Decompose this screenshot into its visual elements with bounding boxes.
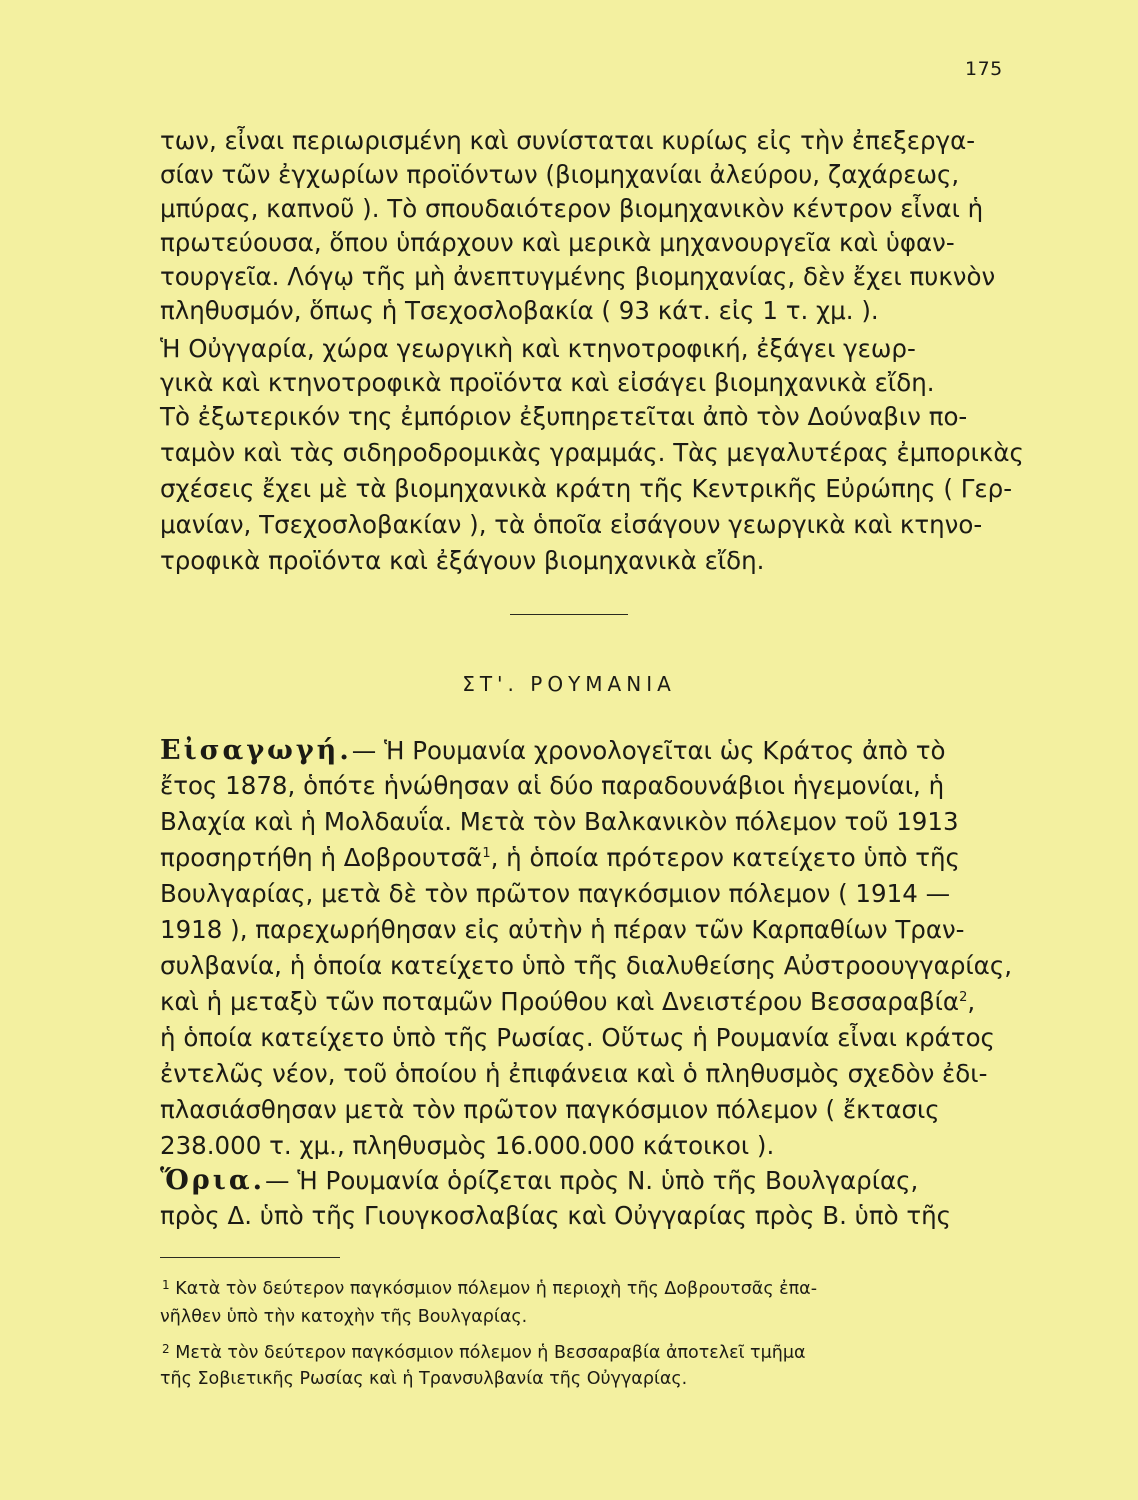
borders-lead: Ὅρια. xyxy=(160,1165,265,1196)
footnote-marker: 1 xyxy=(162,1278,170,1292)
footnote-marker: 2 xyxy=(162,1342,170,1356)
text-line: τουργεῖα. Λόγῳ τῆς μὴ ἀνεπτυγμένης βιομηχανίας, δὲν ἔχει πυκνὸν xyxy=(160,262,996,291)
text-segment: καὶ ἡ μεταξὺ τῶν ποταμῶν Προύθου καὶ Δνειστέρου Βεσσαραβία xyxy=(160,987,960,1016)
text-line: συλβανία, ἡ ὁποία κατείχετο ὑπὸ τῆς διαλυθείσης Αὐστροουγγαρίας, xyxy=(160,951,1012,980)
text-segment: προσηρτήθη ἡ Δοβρουτσᾶ xyxy=(160,843,483,872)
footnote-text: Μετὰ τὸν δεύτερον παγκόσμιον πόλεμον ἡ Βεσσαραβία ἀποτελεῖ τμῆμα xyxy=(175,1343,806,1363)
text-line: 238.000 τ. χμ., πληθυσμὸς 16.000.000 κάτοικοι ). xyxy=(160,1131,775,1160)
footnote-line: νῆλθεν ὑπὸ τὴν κατοχὴν τῆς Βουλγαρίας. xyxy=(160,1307,528,1327)
text-line: πληθυσμόν, ὅπως ἡ Τσεχοσλοβακία ( 93 κάτ. εἰς 1 τ. χμ. ). xyxy=(160,296,879,325)
text-line: Τὸ ἐξωτερικόν της ἐμπόριον ἐξυπηρετεῖται ἀπὸ τὸν Δούναβιν πο- xyxy=(160,402,968,431)
footnote-line: τῆς Σοβιετικῆς Ρωσίας καὶ ἡ Τρανσυλβανία τῆς Οὐγγαρίας. xyxy=(160,1369,688,1389)
section-divider xyxy=(510,614,628,615)
text-line: μπύρας, καπνοῦ ). Τὸ σπουδαιότερον βιομηχανικὸν κέντρον εἶναι ἡ xyxy=(160,194,984,223)
text-line: Ἡ Οὐγγαρία, χώρα γεωργικὴ καὶ κτηνοτροφική, ἐξάγει γεωρ- xyxy=(160,334,916,363)
text-segment: — Ἡ Ρουμανία χρονολογεῖται ὡς Κράτος ἀπὸ τὸ xyxy=(351,736,946,765)
text-segment: , ἡ ὁποία πρότερον κατείχετο ὑπὸ τῆς xyxy=(490,843,960,872)
section-heading: ΣΤ'. ΡΟΥΜΑΝΙΑ xyxy=(462,672,676,696)
text-line: 1918 ), παρεχωρήθησαν εἰς αὐτὴν ἡ πέραν τῶν Καρπαθίων Τραν- xyxy=(160,915,965,944)
text-line: σχέσεις ἔχει μὲ τὰ βιομηχανικὰ κράτη τῆς Κεντρικῆς Εὐρώπης ( Γερ- xyxy=(160,474,1013,503)
text-line: πλασιάσθησαν μετὰ τὸν πρῶτον παγκόσμιον πόλεμον ( ἔκτασις xyxy=(160,1095,940,1124)
footnote-2 xyxy=(162,1337,1022,1365)
text-line: τροφικὰ προϊόντα καὶ ἐξάγουν βιομηχανικὰ εἴδη. xyxy=(160,546,765,575)
text-line: ἐντελῶς νέον, τοῦ ὁποίου ἡ ἐπιφάνεια καὶ ὁ πληθυσμὸς σχεδὸν ἐδι- xyxy=(160,1059,988,1088)
text-line: Βουλγαρίας, μετὰ δὲ τὸν πρῶτον παγκόσμιον πόλεμον ( 1914 — xyxy=(160,879,951,908)
footnote-text: Κατὰ τὸν δεύτερον παγκόσμιον πόλεμον ἡ περιοχὴ τῆς Δοβρουτσᾶς ἐπα- xyxy=(175,1279,818,1299)
text-segment: , xyxy=(967,987,976,1016)
page-number: 175 xyxy=(965,58,1003,80)
text-line: σίαν τῶν ἐγχωρίων προϊόντων (βιομηχανίαι ἀλεύρου, ζαχάρεως, xyxy=(160,160,960,189)
intro-lead: Εἰσαγωγή. xyxy=(160,735,352,766)
text-line xyxy=(160,734,1020,767)
footnote-ref: 1 xyxy=(482,846,491,861)
text-line xyxy=(160,841,1020,874)
footnote-rule xyxy=(160,1257,340,1258)
text-line: των, εἶναι περιωρισμένη καὶ συνίσταται κυρίως εἰς τὴν ἐπεξεργα- xyxy=(160,126,976,155)
text-line xyxy=(160,1164,1020,1197)
text-line: ταμὸν καὶ τὰς σιδηροδρομικὰς γραμμάς. Τὰς μεγαλυτέρας ἐμπορικὰς xyxy=(160,438,1024,467)
text-line xyxy=(160,985,1020,1018)
text-line: γικὰ καὶ κτηνοτροφικὰ προϊόντα καὶ εἰσάγει βιομηχανικὰ εἴδη. xyxy=(160,368,935,397)
text-line: πρὸς Δ. ὑπὸ τῆς Γιουγκοσλαβίας καὶ Οὐγγαρίας πρὸς Β. ὑπὸ τῆς xyxy=(160,1201,952,1230)
text-line: Βλαχία καὶ ἡ Μολδαυΐα. Μετὰ τὸν Βαλκανικὸν πόλεμον τοῦ 1913 xyxy=(160,807,959,836)
text-line: πρωτεύουσα, ὅπου ὑπάρχουν καὶ μερικὰ μηχανουργεῖα καὶ ὑφαν- xyxy=(160,228,955,257)
footnote-ref: 2 xyxy=(959,990,968,1005)
text-line: μανίαν, Τσεχοσλοβακίαν ), τὰ ὁποῖα εἰσάγουν γεωργικὰ καὶ κτηνο- xyxy=(160,510,983,539)
footnote-1 xyxy=(162,1273,1022,1301)
text-line: ἡ ὁποία κατείχετο ὑπὸ τῆς Ρωσίας. Οὕτως ἡ Ρουμανία εἶναι κράτος xyxy=(160,1023,995,1052)
text-segment: — Ἡ Ρουμανία ὁρίζεται πρὸς Ν. ὑπὸ τῆς Βουλγαρίας, xyxy=(265,1166,919,1195)
text-line: ἔτος 1878, ὁπότε ἡνώθησαν αἱ δύο παραδουνάβιοι ἡγεμονίαι, ἡ xyxy=(160,771,945,800)
